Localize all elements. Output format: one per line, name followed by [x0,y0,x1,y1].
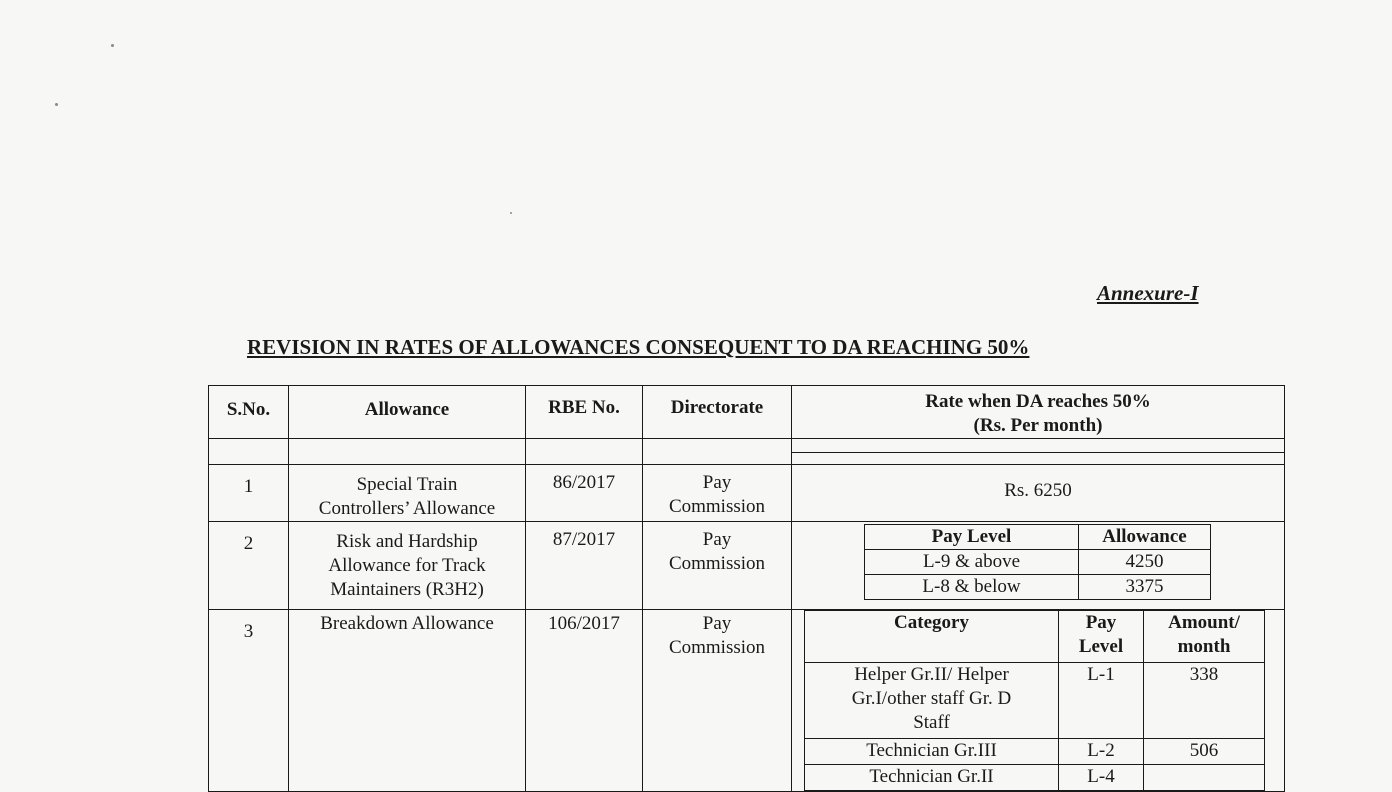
row3-allowance: Breakdown Allowance [289,610,526,792]
category-cell: Helper Gr.II/ Helper Gr.I/other staff Gr. D Staff [805,663,1059,739]
header-rate-line1: Rate when DA reaches 50% [925,391,1151,412]
header-rate-line2: (Rs. Per month) [973,415,1103,436]
category-cell: Technician Gr.III [805,739,1059,765]
pay-level-cell: L-9 & above [865,550,1079,575]
breakdown-category-table [804,610,1265,791]
category-cell: Technician Gr.II [805,765,1059,791]
row3-directorate: Pay Commission [643,610,792,792]
allowance-value: 3375 [1079,575,1211,600]
pay-level-table [864,524,1211,600]
row2-directorate: Pay Commission [643,522,792,610]
scan-speck [111,44,114,47]
amount-cell: 506 [1144,739,1265,765]
header-rate [792,386,1285,439]
pay-level-header: Pay Level [1059,611,1144,663]
table-row [209,522,1285,610]
row2-rate [792,522,1285,610]
scan-speck [55,103,58,106]
table-row [209,465,1285,522]
row1-directorate: Pay Commission [643,465,792,522]
row1-sno: 1 [209,465,289,522]
pay-level-cell: L-1 [1059,663,1144,739]
header-directorate: Directorate [643,386,792,439]
header-row [209,386,1285,439]
row2-allowance: Risk and Hardship Allowance for Track Maintainers (R3H2) [289,522,526,610]
row2-sno: 2 [209,522,289,610]
row1-rate: Rs. 6250 [792,465,1285,522]
scan-speck [510,212,512,214]
row3-rbe: 106/2017 [526,610,643,792]
pay-level-cell: L-2 [1059,739,1144,765]
amount-header: Amount/ month [1144,611,1265,663]
row1-allowance: Special Train Controllers’ Allowance [289,465,526,522]
table-row [209,610,1285,792]
header-sno: S.No. [209,386,289,439]
amount-cell: 338 [1144,663,1265,739]
pay-level-cell: L-4 [1059,765,1144,791]
blank-row [209,439,1285,465]
header-allowance: Allowance [289,386,526,439]
pay-level-header: Pay Level [865,525,1079,550]
pay-level-cell: L-8 & below [865,575,1079,600]
header-rbe: RBE No. [526,386,643,439]
allowance-header: Allowance [1079,525,1211,550]
row3-sno: 3 [209,610,289,792]
annexure-label: Annexure-I [1097,281,1199,305]
row3-rate [792,610,1285,792]
document-title: REVISION IN RATES OF ALLOWANCES CONSEQUENT TO DA REACHING 50% [247,335,1030,359]
allowances-table [208,385,1285,792]
row1-rbe: 86/2017 [526,465,643,522]
row2-rbe: 87/2017 [526,522,643,610]
amount-cell [1144,765,1265,791]
category-header: Category [805,611,1059,663]
allowance-value: 4250 [1079,550,1211,575]
